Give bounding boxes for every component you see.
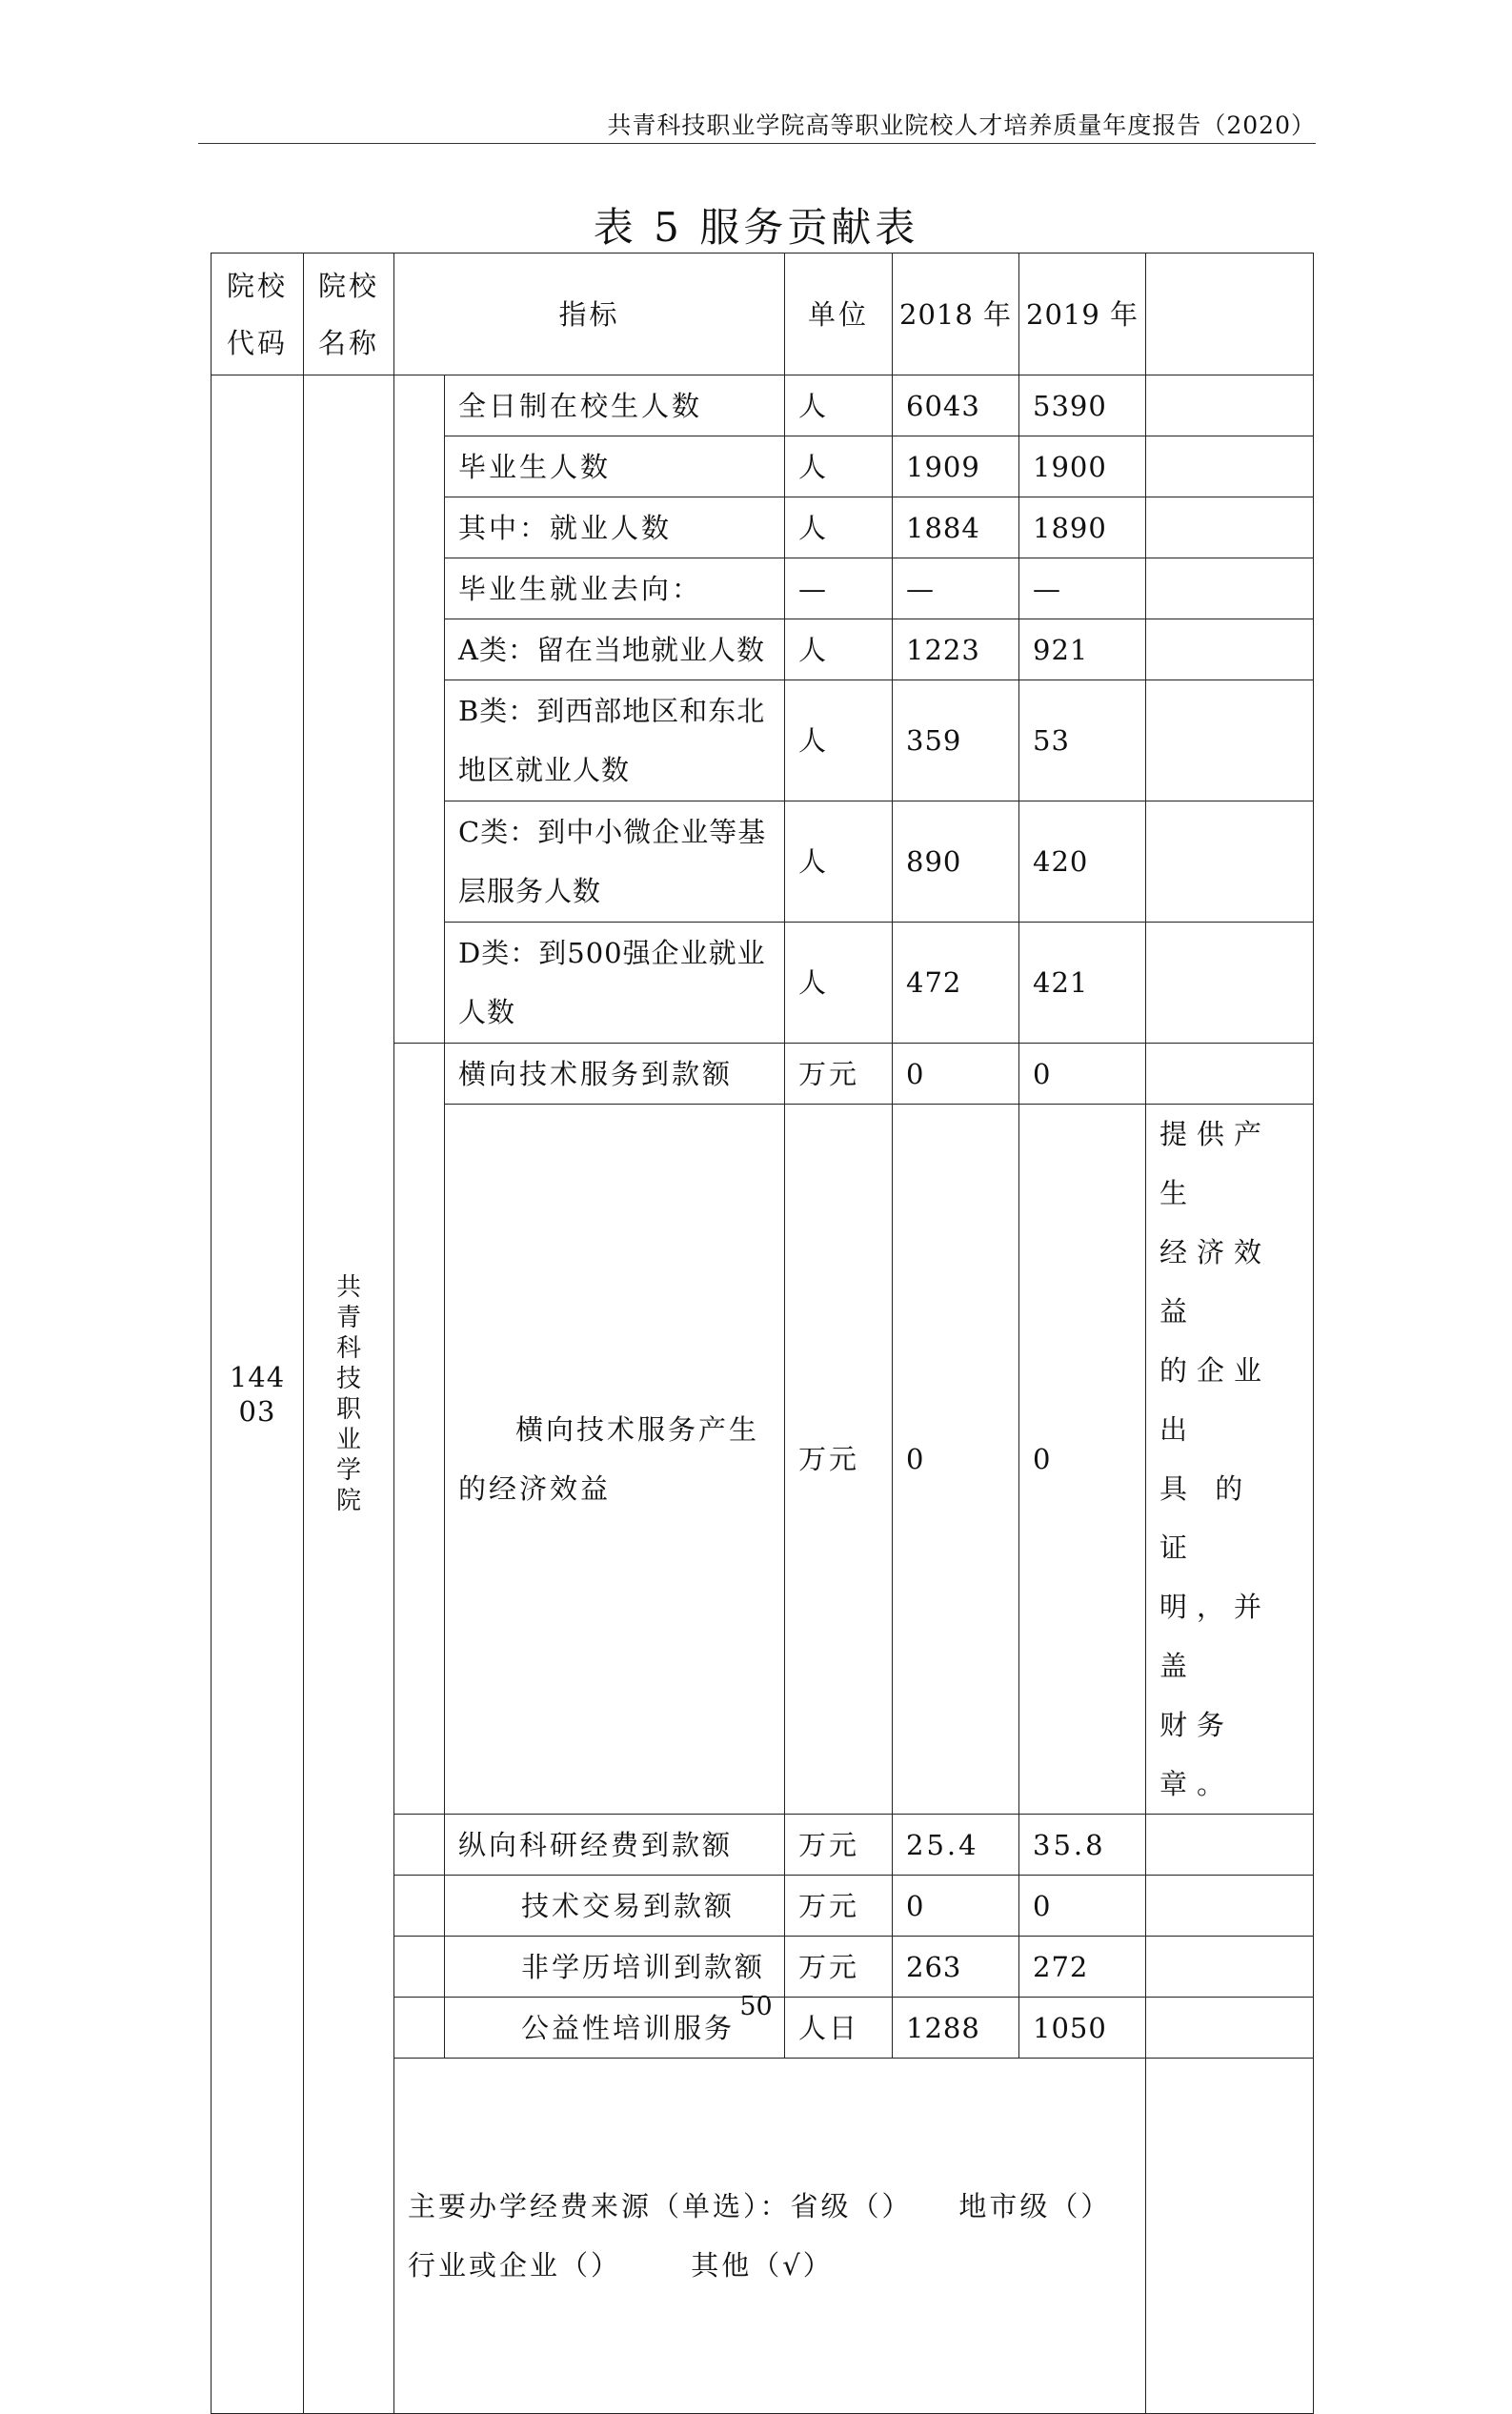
note-cell — [1146, 680, 1314, 801]
indicator-cell: 全日制在校生人数 — [445, 375, 785, 436]
indicator-cell: 毕业生人数 — [445, 436, 785, 497]
header-indicator: 指标 — [394, 254, 785, 375]
note-cell — [1146, 375, 1314, 436]
value-2019-cell: 5390 — [1019, 375, 1146, 436]
unit-cell: 万元 — [785, 1044, 893, 1105]
spacer-cell — [394, 1044, 445, 1815]
service-contribution-table — [211, 253, 1314, 2414]
value-2019-cell: 1890 — [1019, 497, 1146, 558]
value-2019-cell: 0 — [1019, 1044, 1146, 1105]
unit-cell: 人 — [785, 619, 893, 680]
table-header-row — [212, 254, 1314, 375]
value-2019-cell: 35.8 — [1019, 1815, 1146, 1876]
unit-cell: 万元 — [785, 1876, 893, 1937]
indicator-cell: D类：到500强企业就业 人数 — [445, 923, 785, 1044]
note-cell — [1146, 2059, 1314, 2414]
note-cell — [1146, 1876, 1314, 1937]
value-2019-cell: — — [1019, 558, 1146, 619]
indicator-cell: 非学历培训到款额 — [445, 1937, 785, 1998]
value-2018-cell: 1884 — [893, 497, 1019, 558]
value-2018-cell: 1223 — [893, 619, 1019, 680]
note-cell — [1146, 1044, 1314, 1105]
value-2019-cell: 0 — [1019, 1876, 1146, 1937]
note-cell — [1146, 801, 1314, 923]
table-title: 表 5 服务贡献表 — [593, 204, 919, 251]
value-2018-cell: 472 — [893, 923, 1019, 1044]
unit-cell: 人 — [785, 801, 893, 923]
indicator-cell: B类：到西部地区和东北 地区就业人数 — [445, 680, 785, 801]
indicator-cell: 公益性培训服务 — [445, 1998, 785, 2059]
unit-cell: 万元 — [785, 1815, 893, 1876]
indicator-cell: 横向技术服务产生 的经济效益 — [445, 1105, 785, 1815]
header-2019: 2019 年 — [1019, 254, 1146, 375]
header-unit: 单位 — [785, 254, 893, 375]
value-2019-cell: 420 — [1019, 801, 1146, 923]
note-cell — [1146, 1815, 1314, 1876]
value-2018-cell: 263 — [893, 1937, 1019, 1998]
note-cell — [1146, 619, 1314, 680]
value-2019-cell: 421 — [1019, 923, 1146, 1044]
school-name-cell: 共 青 科 技 职 业 学 院 — [304, 375, 394, 2414]
indicator-cell: 纵向科研经费到款额 — [445, 1815, 785, 1876]
value-2019-cell: 921 — [1019, 619, 1146, 680]
value-2018-cell: 6043 — [893, 375, 1019, 436]
note-cell — [1146, 1937, 1314, 1998]
value-2018-cell: 0 — [893, 1105, 1019, 1815]
note-cell — [1146, 923, 1314, 1044]
header-2018: 2018 年 — [893, 254, 1019, 375]
unit-cell: 人 — [785, 497, 893, 558]
note-cell: 提供产生 经济效益 的企业出 具 的 证 明，并盖 财务章。 — [1146, 1105, 1314, 1815]
unit-cell: 万元 — [785, 1937, 893, 1998]
funding-source-cell: 主要办学经费来源（单选）：省级（） 地市级（） 行业或企业（） 其他（√） — [394, 2059, 1146, 2414]
note-cell — [1146, 558, 1314, 619]
value-2018-cell: 0 — [893, 1876, 1019, 1937]
value-2019-cell: 1900 — [1019, 436, 1146, 497]
header-note — [1146, 254, 1314, 375]
indicator-cell: 其中：就业人数 — [445, 497, 785, 558]
running-header: 共青科技职业学院高等职业院校人才培养质量年度报告（2020） — [607, 112, 1316, 139]
value-2018-cell: — — [893, 558, 1019, 619]
unit-cell: 人 — [785, 923, 893, 1044]
school-code-cell: 144 03 — [212, 375, 304, 2414]
note-cell — [1146, 497, 1314, 558]
value-2018-cell: 0 — [893, 1044, 1019, 1105]
value-2018-cell: 890 — [893, 801, 1019, 923]
spacer-cell — [394, 1876, 445, 1937]
page-number: 50 — [739, 1992, 773, 2021]
indicator-cell: A类：留在当地就业人数 — [445, 619, 785, 680]
table-row — [212, 375, 1314, 436]
unit-cell: 人 — [785, 680, 893, 801]
spacer-cell — [394, 1815, 445, 1876]
unit-cell: 人日 — [785, 1998, 893, 2059]
spacer-cell — [394, 375, 445, 1044]
header-divider — [198, 143, 1316, 144]
indicator-cell: 横向技术服务到款额 — [445, 1044, 785, 1105]
unit-cell: 万元 — [785, 1105, 893, 1815]
indicator-cell: 毕业生就业去向： — [445, 558, 785, 619]
value-2019-cell: 1050 — [1019, 1998, 1146, 2059]
unit-cell: 人 — [785, 375, 893, 436]
unit-cell: 人 — [785, 436, 893, 497]
header-school-name: 院校 名称 — [304, 254, 394, 375]
value-2019-cell: 53 — [1019, 680, 1146, 801]
header-school-code: 院校 代码 — [212, 254, 304, 375]
indicator-cell: C类：到中小微企业等基 层服务人数 — [445, 801, 785, 923]
note-cell — [1146, 436, 1314, 497]
value-2019-cell: 272 — [1019, 1937, 1146, 1998]
value-2018-cell: 25.4 — [893, 1815, 1019, 1876]
value-2019-cell: 0 — [1019, 1105, 1146, 1815]
value-2018-cell: 1909 — [893, 436, 1019, 497]
indicator-cell: 技术交易到款额 — [445, 1876, 785, 1937]
spacer-cell — [394, 1937, 445, 1998]
unit-cell: — — [785, 558, 893, 619]
value-2018-cell: 1288 — [893, 1998, 1019, 2059]
value-2018-cell: 359 — [893, 680, 1019, 801]
